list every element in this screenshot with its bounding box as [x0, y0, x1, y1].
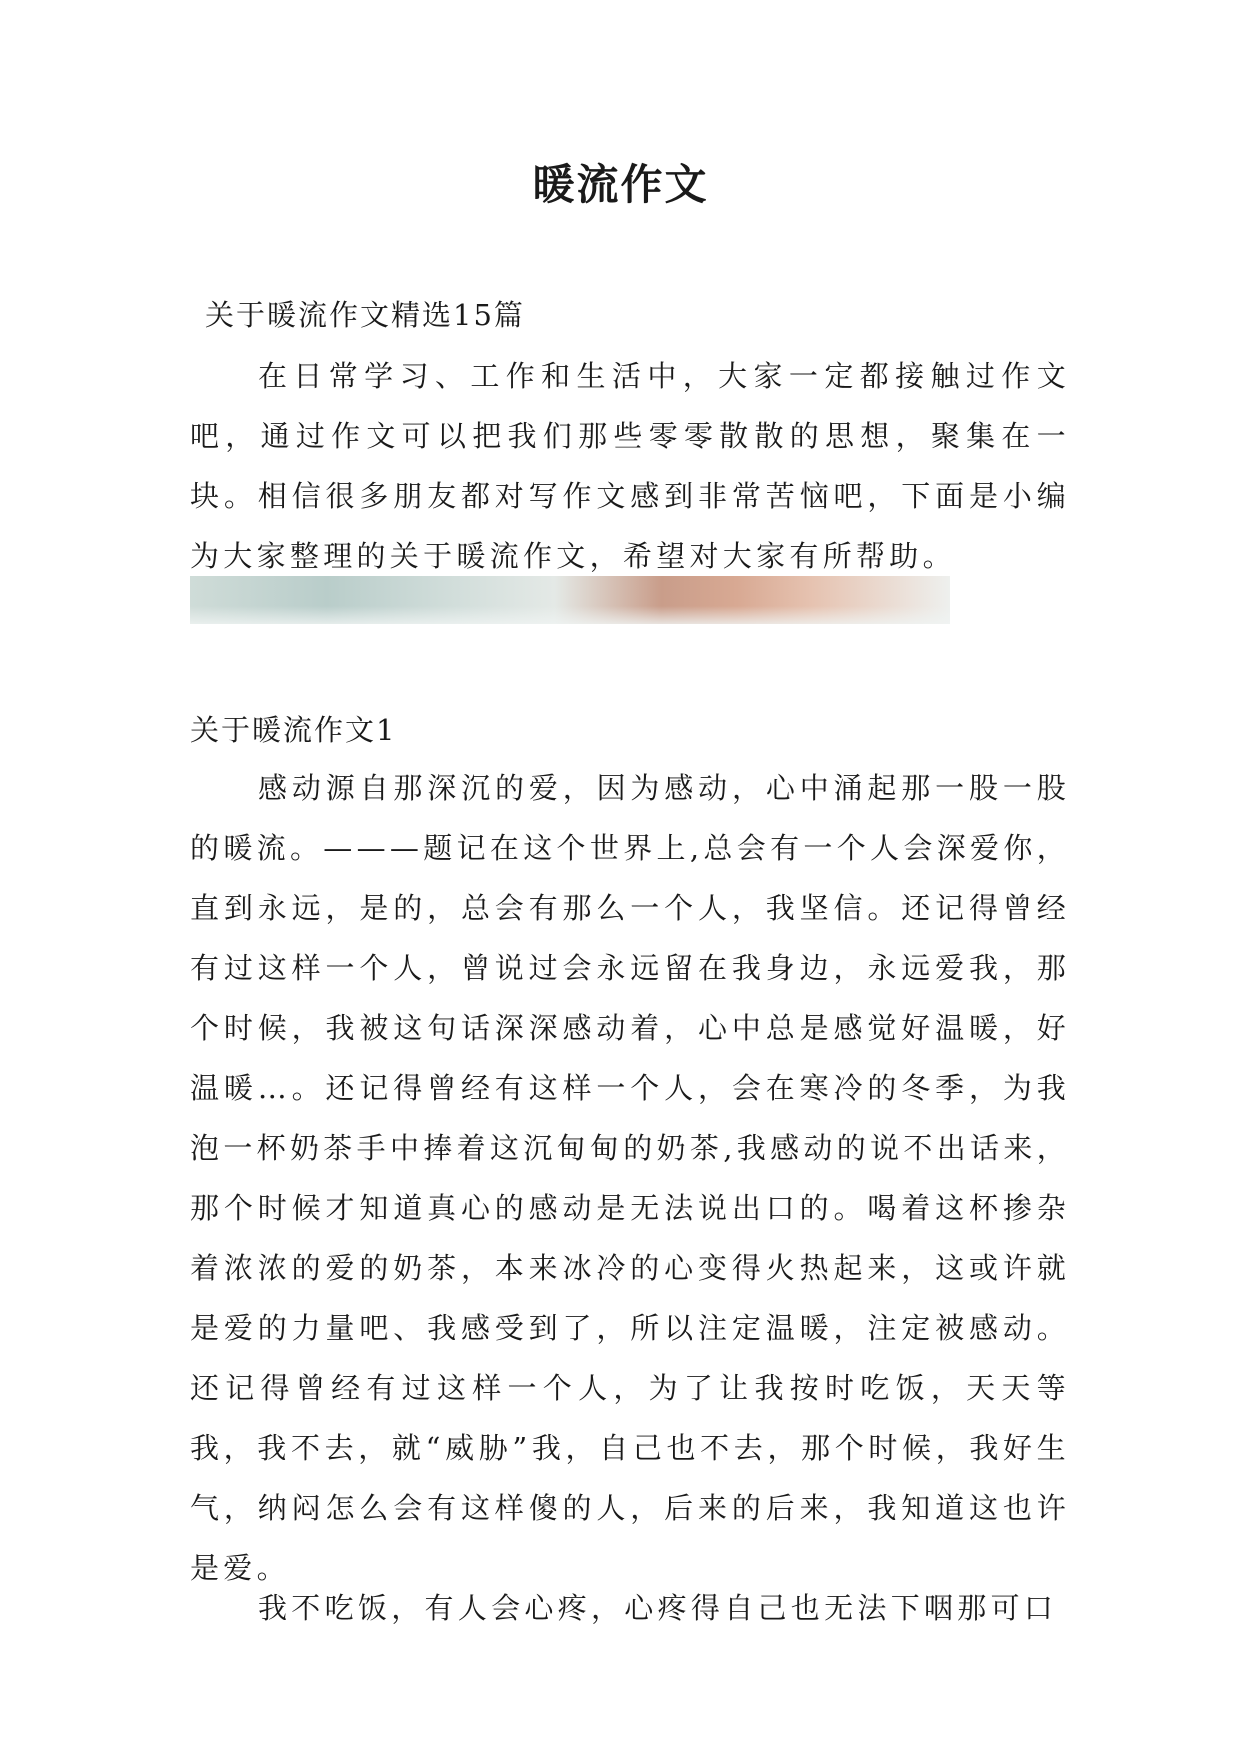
- intro-paragraph: 在日常学习、工作和生活中，大家一定都接触过作文吧，通过作文可以把我们那些零零散散的思想，聚集在一块。相信很多朋友都对写作文感到非常苦恼吧，下面是小编为大家整理的关于暖流作文，希望对大家有所帮助。: [190, 359, 1070, 573]
- page-title: 暖流作文: [532, 160, 709, 209]
- essay-paragraph-1: 感动源自那深沉的爱，因为感动，心中涌起那一股一股的暖流。———题记在这个世界上,总会有一个人会深爱你，直到永远，是的，总会有那么一个人，我坚信。还记得曾经有过这样一个人，曾说过会永远留在我身边，永远爱我，那个时候，我被这句话深深感动着，心中总是感觉好温暖，好温暖…。还记得曾经有这样一个人，会在寒冷的冬季，为我泡一杯奶茶手中捧着这沉甸甸的奶茶,我感动的说不出话来，那个时候才知道真心的感动是无法说出口的。喝着这杯掺杂着浓浓的爱的奶茶，本来冰冷的心变得火热起来，这或许就是爱的力量吧、我感受到了，所以注定温暖，注定被感动。还记得曾经有过这样一个人，为了让我按时吃饭，天天等我，我不去，就“威胁”我，自己也不去，那个时候，我好生气，纳闷怎么会有这样傻的人，后来的后来，我知道这也许是爱。: [190, 771, 1070, 1585]
- section-heading: 关于暖流作文1: [190, 713, 397, 747]
- document-subtitle: 关于暖流作文精选15篇: [205, 298, 525, 332]
- essay-paragraph-2: 我不吃饭，有人会心疼，心疼得自己也无法下咽那可口: [258, 1591, 1058, 1625]
- decorative-photo-strip: [190, 576, 950, 624]
- photo-shade: [190, 606, 950, 624]
